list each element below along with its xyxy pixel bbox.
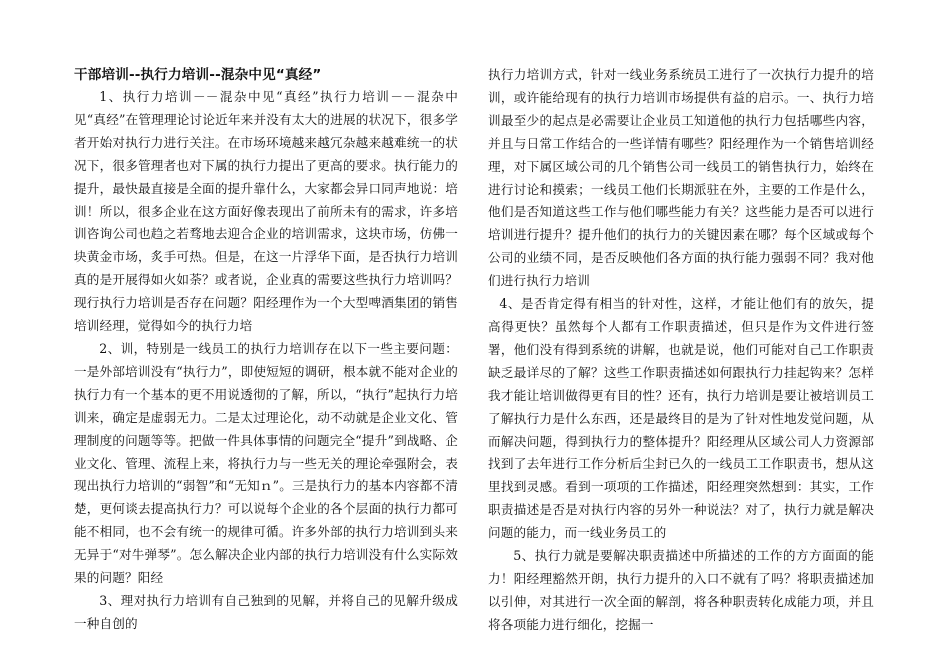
paragraph-2: 2、训，特别是一线员工的执行力培训存在以下一些主要问题：一是外部培训没有“执行力”，即使短短的调研，根本就不能对企业的执行力有一个基本的更不用说透彻的了解，所以，“执行”起执行力培训来，确定是虚弱无力。二是太过理论化，动不动就是企业文化、管理制度的问题等等。把做一件具体事情的问题完全“提升”到战略、企业文化、管理、流程上来，将执行力与一些无关的理论牵强附会，表现出执行力培训的“弱智”和“无知ｎ”。三是执行力的基本内容都不清楚，更何谈去提高执行力？可以说每个企业的各个层面的执行力都可能不相同，也不会有统一的规律可循。许多外部的执行力培训到头来无异于“对牛弹琴”。怎么解决企业内部的执行力培训没有什么实际效果的问题？阳经 [74, 340, 458, 586]
paragraph-3: 3、理对执行力培训有自己独到的见解，并将自己的见解升级成一种自创的 [74, 592, 458, 631]
document-title: 干部培训--执行力培训--混杂中见“真经” [74, 67, 322, 83]
paragraph-1: 1、执行力培训－－混杂中见“真经”执行力培训－－混杂中见“真经”在管理理论讨论近年来并没有太大的进展的状况下，很多学者开始对执行力进行关注。在市场环境越来越冗杂越来越难统一的状况下，很多管理者也对下属的执行力提出了更高的要求。执行能力的提升，最快最直接是全面的提升靠什么，大家都会异口同声地说：培训！所以，很多企业在这方面好像表现出了前所未有的需求，许多培训咨询公司也趋之若骛地去迎合企业的培训需求，这块市场，仿佛一块黄金市场，炙手可热。但是，在这一片浮华下面，是否执行力培训真的是开展得如火如荼？或者说，企业真的需要这些执行力培训吗？现行执行力培训是否存在问题？阳经理作为一个大型啤酒集团的销售培训经理，觉得如今的执行力培 [74, 89, 458, 334]
paragraph-5: 5、执行力就是要解决职责描述中所描述的工作的方方面面的能力！阳经理豁然开朗，执行力提升的入口不就有了吗？将职责描述加以引伸，对其进行一次全面的解剖，将各种职责转化成能力项，并且将各项能力进行细化，挖掘一 [488, 548, 874, 632]
right-column [488, 64, 874, 637]
paragraph-4: 4、是否肯定得有相当的针对性，这样，才能让他们有的放矢，提高得更快？虽然每个人都有工作职责描述，但只是作为文件进行签署，他们没有得到系统的讲解，也就是说，他们可能对自己工作职责缺乏最详尽的了解？这些工作职责描述如何跟执行力挂起钩来？怎样我才能让培训做得更有目的性？还有，执行力培训是要让被培训员工了解执行力是什么东西，还是最终目的是为了针对性地发觉问题，从而解决问题，得到执行力的整体提升？阳经理从区域公司人力资源部找到了去年进行工作分析后尘封已久的一线员工工作职责书，想从这里找到灵感。看到一项项的工作描述，阳经理突然想到：其实，工作职责描述是否是对执行内容的另外一种说法？对了，执行力就是解决问题的能力，而一线业务员工的 [488, 296, 874, 541]
paragraph-3-continued: 执行力培训方式，针对一线业务系统员工进行了一次执行力提升的培训，或许能给现有的执行力培训市场提供有益的启示。一、执行力培训最至少的起点是必需要让企业员工知道他的执行力包括哪些内容，并且与日常工作结合的一些详情有哪些？阳经理作为一个销售培训经理，对下属区域公司的几个销售公司一线员工的销售执行力，始终在进行讨论和摸索；一线员工他们长期派驻在外，主要的工作是什么，他们是否知道这些工作与他们哪些能力有关？这些能力是否可以进行培训进行提升？提升他们的执行力的关键因素在哪？每个区域或每个公司的业绩不同，是否反映他们各方面的执行能力强弱不同？我对他们进行执行力培训 [488, 67, 874, 289]
left-column [74, 64, 458, 636]
